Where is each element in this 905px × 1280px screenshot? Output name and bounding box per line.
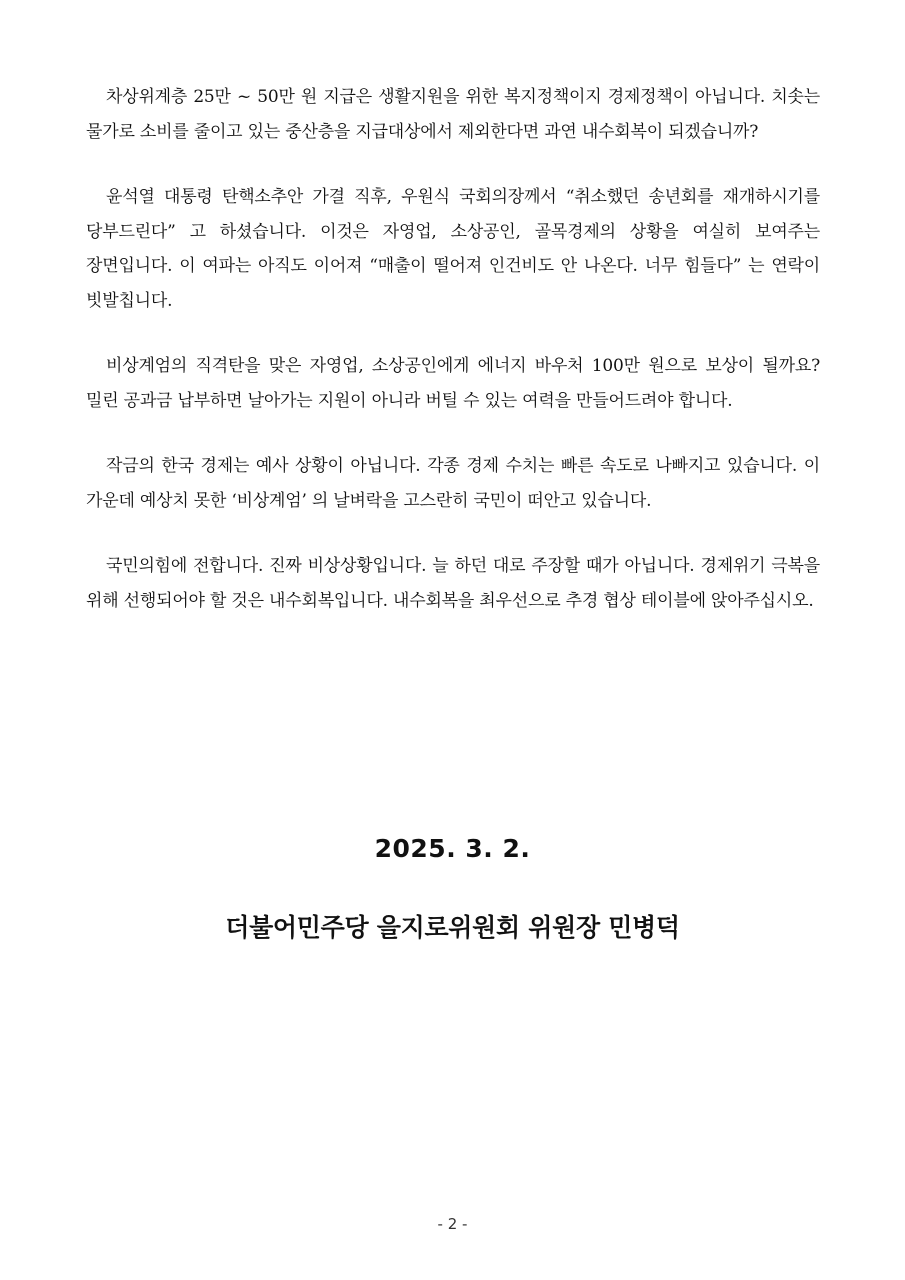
paragraph: 작금의 한국 경제는 예사 상황이 아닙니다. 각종 경제 수치는 빠른 속도로 나빠지고 있습니다. 이 가운데 예상치 못한 ‘비상계엄’ 의 날벼락을 고스란히 국민이 떠안고 있습니다.	[86, 456, 820, 511]
document-body	[86, 80, 820, 649]
paragraph: 차상위계층 25만 ~ 50만 원 지급은 생활지원을 위한 복지정책이지 경제정책이 아닙니다. 치솟는 물가로 소비를 줄이고 있는 중산층을 지급대상에서 제외한다면 과연 내수회복이 되겠습니까?	[86, 87, 820, 142]
page-number: - 2 -	[437, 1215, 468, 1233]
document-signature: 더불어민주당 을지로위원회 위원장 민병덕	[225, 913, 680, 942]
paragraph: 윤석열 대통령 탄핵소추안 가결 직후, 우원식 국회의장께서 “취소했던 송년회를 재개하시기를 당부드린다” 고 하셨습니다. 이것은 자영업, 소상공인, 골목경제의 상황을 여실히 보여주는 장면입니다. 이 여파는 아직도 이어져 “매출이 떨어져 인건비도 안 나온다. 너무 힘들다” 는 연락이 빗발칩니다.	[86, 187, 820, 311]
paragraph: 비상계엄의 직격탄을 맞은 자영업, 소상공인에게 에너지 바우처 100만 원으로 보상이 될까요? 밀린 공과금 납부하면 날아가는 지원이 아니라 버틸 수 있는 여력을 만들어드려야 합니다.	[86, 356, 820, 411]
document-date: 2025. 3. 2.	[374, 834, 531, 863]
paragraph: 국민의힘에 전합니다. 진짜 비상상황입니다. 늘 하던 대로 주장할 때가 아닙니다. 경제위기 극복을 위해 선행되어야 할 것은 내수회복입니다. 내수회복을 최우선으로 추경 협상 테이블에 앉아주십시오.	[86, 556, 820, 611]
